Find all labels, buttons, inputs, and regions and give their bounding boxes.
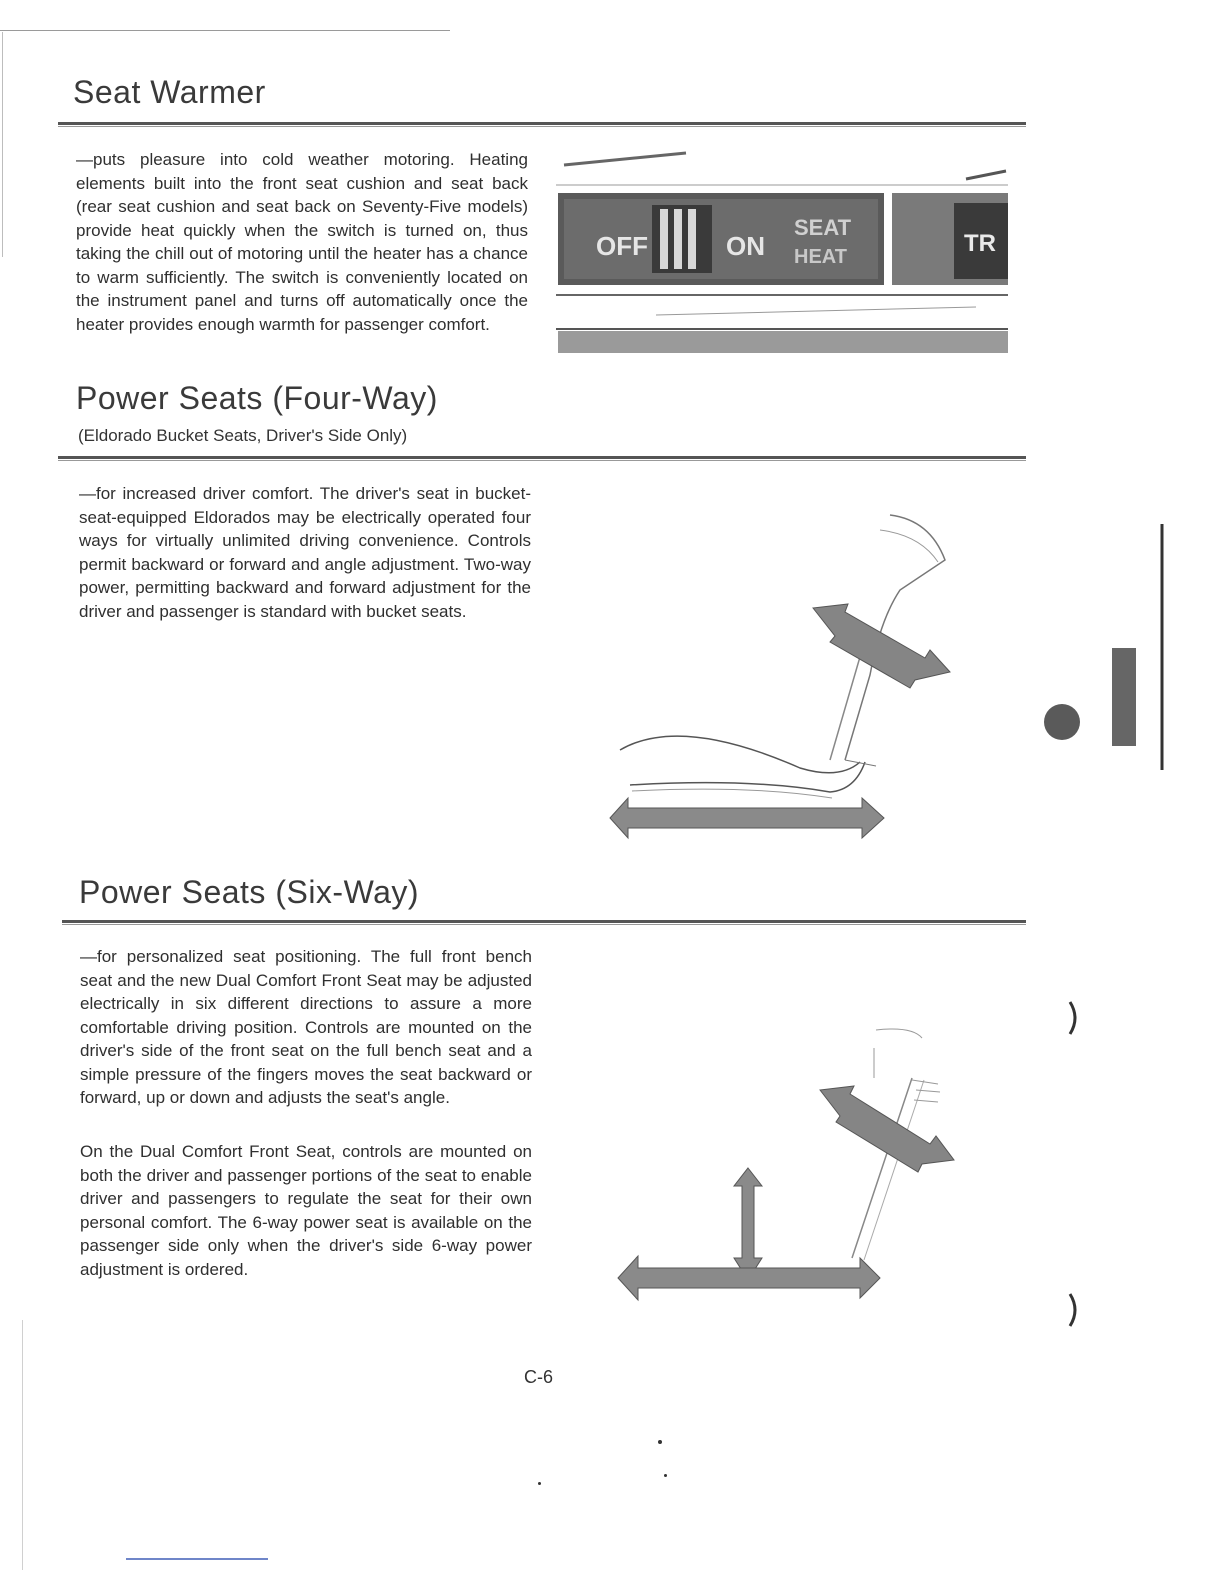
switch-off-label: OFF [596,231,648,261]
scan-left-edge [2,32,3,257]
scan-left-edge-lower [22,1320,23,1570]
seat-warmer-text: —puts pleasure into cold weather motoring. Heating elements built into the front seat cushion and seat back (rear seat cushion and seat back on Seventy-Five models) provide heat quickly when the switch is turned on, thus taking the chill out of motoring until the heater has a chance to warm sufficiently. The switch is conveniently located on the instrument panel and turns off automatically once the heater provides enough warmth for passenger comfort. [76,150,528,334]
seat-warmer-rule [58,122,1026,125]
scan-speck [658,1440,662,1444]
four-way-subtitle: (Eldorado Bucket Seats, Driver's Side Only) [78,426,408,445]
scan-speck-2 [664,1474,667,1477]
seat-warmer-title: Seat Warmer [73,74,266,110]
right-parenthesis-mark-lower [1064,1290,1084,1330]
six-way-title: Power Seats (Six-Way) [79,874,420,910]
scan-speck-3 [538,1482,541,1485]
switch-seat-label: SEAT [794,215,852,240]
switch-tr-label: TR [964,230,996,257]
right-parenthesis-mark [1064,998,1084,1038]
switch-on-label: ON [726,231,765,261]
four-way-text: —for increased driver comfort. The driver's seat in bucket-seat-equipped Eldorados may be electrically operated four ways for virtually unlimited driving convenience. Controls permit backward or forward and angle adjustment. Two-way power, permitting backward and forward adjustment for the driver and passenger is standard with bucket seats. [79,484,531,621]
six-way-seat-diagram [612,1018,972,1313]
six-way-text-2: On the Dual Comfort Front Seat, controls are mounted on both the driver and passenger portions of the seat to enable driver and passengers to regulate the seat for their own personal comfort. The 6-way power seat is available on the passenger side only when the driver's side 6-way power adjustment is ordered. [80,1142,532,1279]
scan-top-line [0,30,450,31]
six-way-rule [62,920,1026,923]
scan-bottom-mark [126,1558,268,1560]
four-way-seat-diagram [600,500,970,845]
four-way-title: Power Seats (Four-Way) [76,380,438,416]
switch-heat-label: HEAT [794,246,847,268]
seat-warmer-switch-photo [556,145,1008,360]
page-number: C-6 [524,1367,554,1387]
page-tab-marker [1036,520,1176,820]
six-way-text-1: —for personalized seat positioning. The full front bench seat and the new Dual Comfort Front Seat may be adjusted electrically in six different directions to assure a more comfortable driving position. Controls are mounted on the driver's side of the front seat on the full bench seat and a simple pressure of the fingers moves the seat backward or forward, up or down and adjusts the seat's angle. [80,947,532,1107]
four-way-rule [58,456,1026,459]
